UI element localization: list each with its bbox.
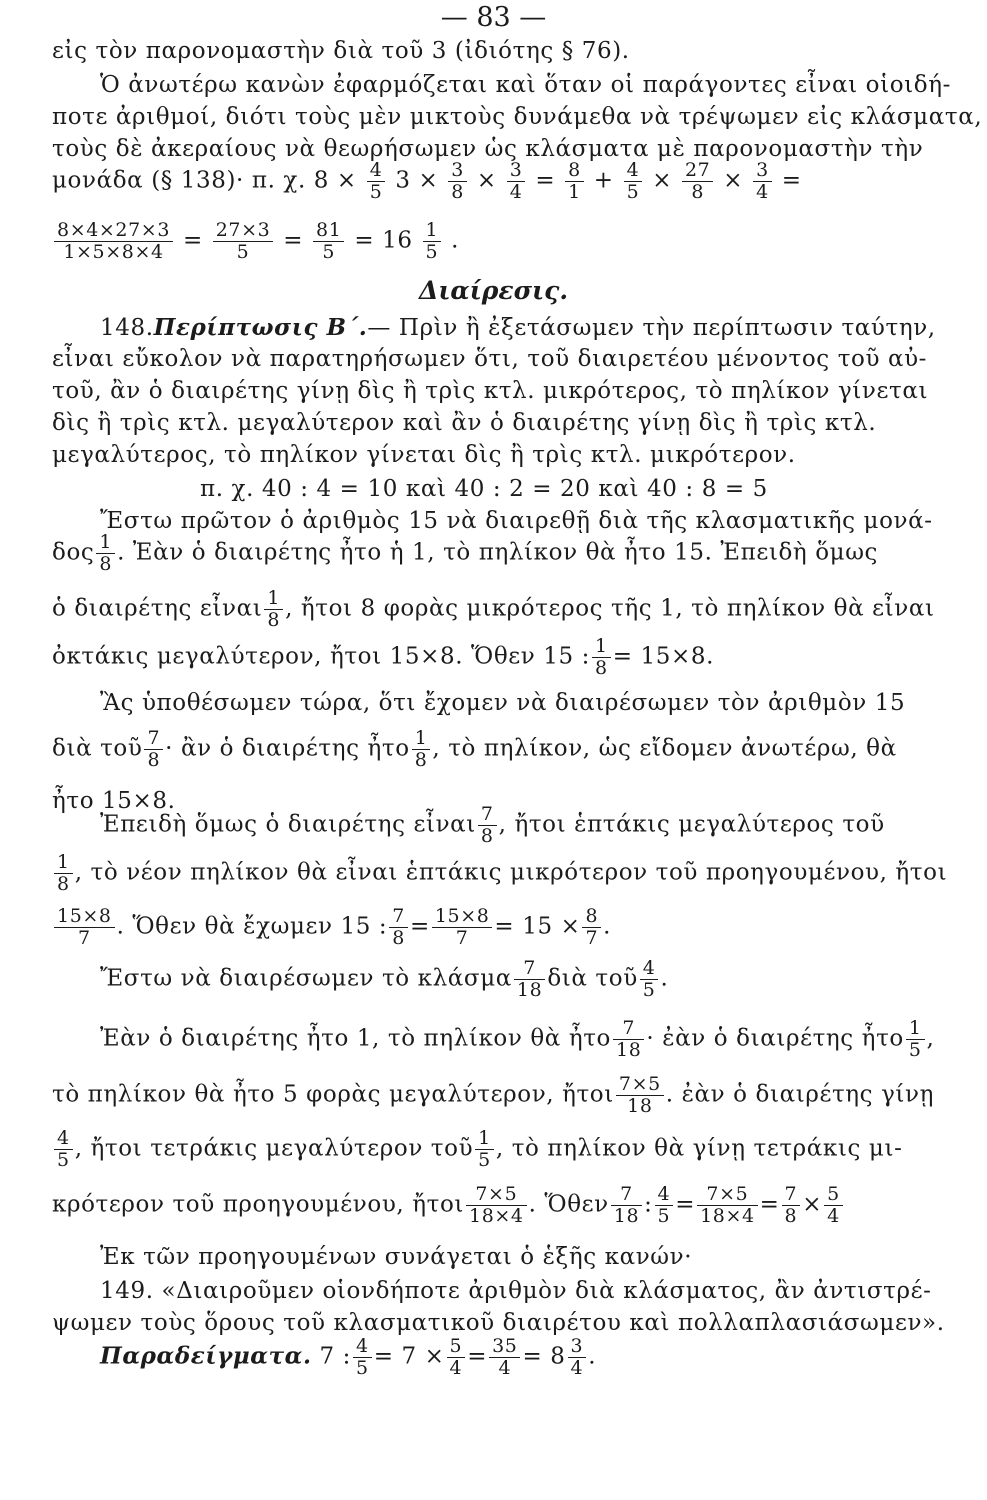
- text-line: ψωμεν τοὺς ὅρους τοῦ κλασματικοῦ διαιρέτου καὶ πολλαπλασιάσωμεν».: [52, 1310, 945, 1336]
- fraction: $\frac{3}{4}$: [753, 160, 772, 203]
- fraction: $\frac{4}{5}$: [353, 1336, 372, 1379]
- text-line: Ἐκ τῶν προηγουμένων συνάγεται ὁ ἑξῆς κανών·: [100, 1244, 693, 1270]
- fraction: $\frac{27}{8}$: [682, 160, 713, 203]
- text-line: δὶς ἢ τρὶς κτλ. μεγαλύτερον καὶ ἂν ὁ διαιρέτης γίνῃ δὶς ἢ τρὶς κτλ.: [52, 410, 877, 436]
- text-line: $\frac{15\times 8}{7}$ . Ὅθεν θὰ ἔχωμεν 15 : $\frac{7}{8}$ = $\frac{15\times 8}{7}$ = 15 × $\frac{8}{7}$ .: [52, 906, 611, 949]
- text-line: Ὁ ἀνωτέρω κανὼν ἐφαρμόζεται καὶ ὅταν οἱ παράγοντες εἶναι οἱοιδή-: [100, 72, 951, 98]
- fraction: $\frac{7\times 5}{18\times 4}$: [697, 1184, 758, 1227]
- fraction: $\frac{7}{8}$: [389, 906, 408, 949]
- examples-label: Παραδείγματα.: [100, 1342, 312, 1370]
- fraction: $\frac{8}{7}$: [582, 906, 601, 949]
- text-line: διὰ τοῦ $\frac{7}{8}$ · ἂν ὁ διαιρέτης ἦτο $\frac{1}{8}$ , τὸ πηλίκον, ὡς εἴδομεν ἀνωτέρω, θὰ: [52, 727, 897, 771]
- text-line: ὀκτάκις μεγαλύτερον, ἤτοι 15×8. Ὅθεν 15 : $\frac{1}{8}$ = 15×8.: [52, 635, 714, 679]
- fraction: $\frac{7}{18}$: [514, 958, 545, 1001]
- fraction: $\frac{1}{5}$: [906, 1018, 925, 1061]
- text-line: Ἐὰν ὁ διαιρέτης ἦτο 1, τὸ πηλίκον θὰ ἦτο $\frac{7}{18}$ · ἐὰν ὁ διαιρέτης ἦτο $\frac{1}{5}$ ,: [100, 1017, 935, 1061]
- fraction: $\frac{15\times 8}{7}$: [432, 906, 493, 949]
- section-title: Περίπτωσις Β΄.: [153, 314, 368, 341]
- page-number: — 83 —: [440, 2, 547, 33]
- text-line: π. χ. 40 : 4 = 10 καὶ 40 : 2 = 20 καὶ 40 : 8 = 5: [200, 476, 768, 502]
- fraction: $\frac{3}{8}$: [448, 160, 467, 203]
- fraction: $\frac{7}{18}$: [613, 1018, 644, 1061]
- text-line: τοὺς δὲ ἀκεραίους νὰ θεωρήσωμεν ὡς κλάσματα μὲ παρονομαστὴν τὴν: [52, 136, 924, 162]
- text-line: δος $\frac{1}{8}$ . Ἐὰν ὁ διαιρέτης ἦτο ἡ 1, τὸ πηλίκον θὰ ἦτο 15. Ἐπειδὴ ὅμως: [52, 531, 879, 575]
- text-line: ποτε ἀριθμοί, διότι τοὺς μὲν μικτοὺς δυνάμεθα νὰ τρέψωμεν εἰς κλάσματα,: [52, 104, 983, 130]
- fraction: $\frac{15\times 8}{7}$: [54, 906, 115, 949]
- text-line: ἦτο 15×8.: [52, 788, 176, 814]
- text-line: Ἂς ὑποθέσωμεν τώρα, ὅτι ἔχομεν νὰ διαιρέσωμεν τὸν ἀριθμὸν 15: [100, 690, 906, 716]
- fraction: $\frac{7}{8}$: [144, 728, 163, 771]
- example-line: Παραδείγματα. 7 : $\frac{4}{5}$ = 7 × $\frac{5}{4}$ = $\frac{35}{4}$ = 8 $\frac{3}{4}$ .: [100, 1335, 597, 1379]
- fraction: $\frac{5}{4}$: [824, 1184, 843, 1227]
- section-heading: Διαίρεσις.: [418, 276, 569, 305]
- equation-line: μονάδα (§ 138)· π. χ. 8 × $\frac{4}{5}$ 3 × $\frac{3}{8}$ × $\frac{3}{4}$ = $\frac{8}{1}$ + $\frac{4}{5}$ × $\frac{27}{8}$ × $\frac{3}{4}$ =: [52, 159, 802, 203]
- text-line: Ἔστω νὰ διαιρέσωμεν τὸ κλάσμα $\frac{7}{18}$ διὰ τοῦ $\frac{4}{5}$ .: [100, 957, 669, 1001]
- fraction: $\frac{8\times 4\times 27\times 3}{1\times 5\times 8\times 4}$: [54, 220, 173, 263]
- text-line: Ἐπειδὴ ὅμως ὁ διαιρέτης εἶναι $\frac{7}{8}$ , ἤτοι ἑπτάκις μεγαλύτερος τοῦ: [100, 803, 885, 847]
- fraction: $\frac{4}{5}$: [54, 1128, 73, 1171]
- fraction: $\frac{81}{5}$: [313, 220, 344, 263]
- text-line: εἰς τὸν παρονομαστὴν διὰ τοῦ 3 (ἰδιότης § 76).: [52, 38, 630, 64]
- text-line: $\frac{4}{5}$ , ἤτοι τετράκις μεγαλύτερον τοῦ $\frac{1}{5}$ , τὸ πηλίκον θὰ γίνῃ τετράκις μι-: [52, 1128, 902, 1171]
- fraction: $\frac{1}{5}$: [475, 1128, 494, 1171]
- text-line: $\frac{1}{8}$ , τὸ νέον πηλίκον θὰ εἶναι ἑπτάκις μικρότερον τοῦ προηγουμένου, ἤτοι: [52, 852, 947, 895]
- fraction: $\frac{4}{5}$: [655, 1184, 674, 1227]
- text-line: τὸ πηλίκον θὰ ἦτο 5 φορὰς μεγαλύτερον, ἤτοι $\frac{7\times 5}{18}$ . ἐὰν ὁ διαιρέτης γίνῃ: [52, 1073, 935, 1117]
- text-line: κρότερον τοῦ προηγουμένου, ἤτοι $\frac{7\times 5}{18\times 4}$ . Ὅθεν $\frac{7}{18}$ : $\frac{4}{5}$ = $\frac{7\times 5}{18\times 4}$ = $\frac{7}{8}$ × $\frac{5}{4}$: [52, 1184, 845, 1227]
- text-line: εἶναι εὔκολον νὰ παρατηρήσωμεν ὅτι, τοῦ διαιρετέου μένοντος τοῦ αὐ-: [52, 346, 928, 372]
- fraction: $\frac{35}{4}$: [489, 1336, 520, 1379]
- fraction: $\frac{7\times 5}{18}$: [616, 1074, 664, 1117]
- fraction: $\frac{5}{4}$: [447, 1336, 466, 1379]
- fraction: $\frac{4}{5}$: [624, 160, 643, 203]
- fraction: $\frac{3}{4}$: [507, 160, 526, 203]
- fraction: $\frac{7}{18}$: [611, 1184, 642, 1227]
- fraction: $\frac{1}{5}$: [423, 220, 442, 263]
- fraction: $\frac{7\times 5}{18\times 4}$: [466, 1184, 527, 1227]
- text-line: τοῦ, ἂν ὁ διαιρέτης γίνῃ δὶς ἢ τρὶς κτλ. μικρότερος, τὸ πηλίκον γίνεται: [52, 378, 929, 404]
- fraction: $\frac{4}{5}$: [367, 160, 386, 203]
- fraction: $\frac{1}{8}$: [96, 532, 115, 575]
- fraction: $\frac{3}{4}$: [568, 1336, 587, 1379]
- fraction: $\frac{1}{8}$: [264, 588, 283, 631]
- text-line: μεγαλύτερος, τὸ πηλίκον γίνεται δὶς ἢ τρὶς κτλ. μικρότερον.: [52, 442, 796, 468]
- fraction: $\frac{8}{1}$: [565, 160, 584, 203]
- fraction: $\frac{7}{8}$: [782, 1184, 801, 1227]
- fraction: $\frac{1}{8}$: [592, 636, 611, 679]
- fraction: $\frac{1}{8}$: [54, 852, 73, 895]
- fraction: $\frac{27\times 3}{5}$: [213, 220, 274, 263]
- fraction: $\frac{7}{8}$: [478, 804, 497, 847]
- fraction: $\frac{1}{8}$: [412, 728, 431, 771]
- text-line: 148.Περίπτωσις Β΄.— Πρὶν ἢ ἐξετάσωμεν τὴν περίπτωσιν ταύτην,: [100, 314, 936, 341]
- fraction: $\frac{4}{5}$: [640, 958, 659, 1001]
- text-line: ὁ διαιρέτης εἶναι $\frac{1}{8}$ , ἤτοι 8 φορὰς μικρότερος τῆς 1, τὸ πηλίκον θὰ εἶναι: [52, 587, 935, 631]
- text-line: Ἔστω πρῶτον ὁ ἀριθμὸς 15 νὰ διαιρεθῇ διὰ τῆς κλασματικῆς μονά-: [100, 508, 933, 534]
- equation-line: $\frac{8\times 4\times 27\times 3}{1\times 5\times 8\times 4}$ = $\frac{27\times 3}{5}$ = $\frac{81}{5}$ = 16 $\frac{1}{5}$ .: [52, 220, 459, 263]
- text-line: 149. «Διαιροῦμεν οἱονδήποτε ἀριθμὸν διὰ κλάσματος, ἂν ἀντιστρέ-: [100, 1278, 932, 1304]
